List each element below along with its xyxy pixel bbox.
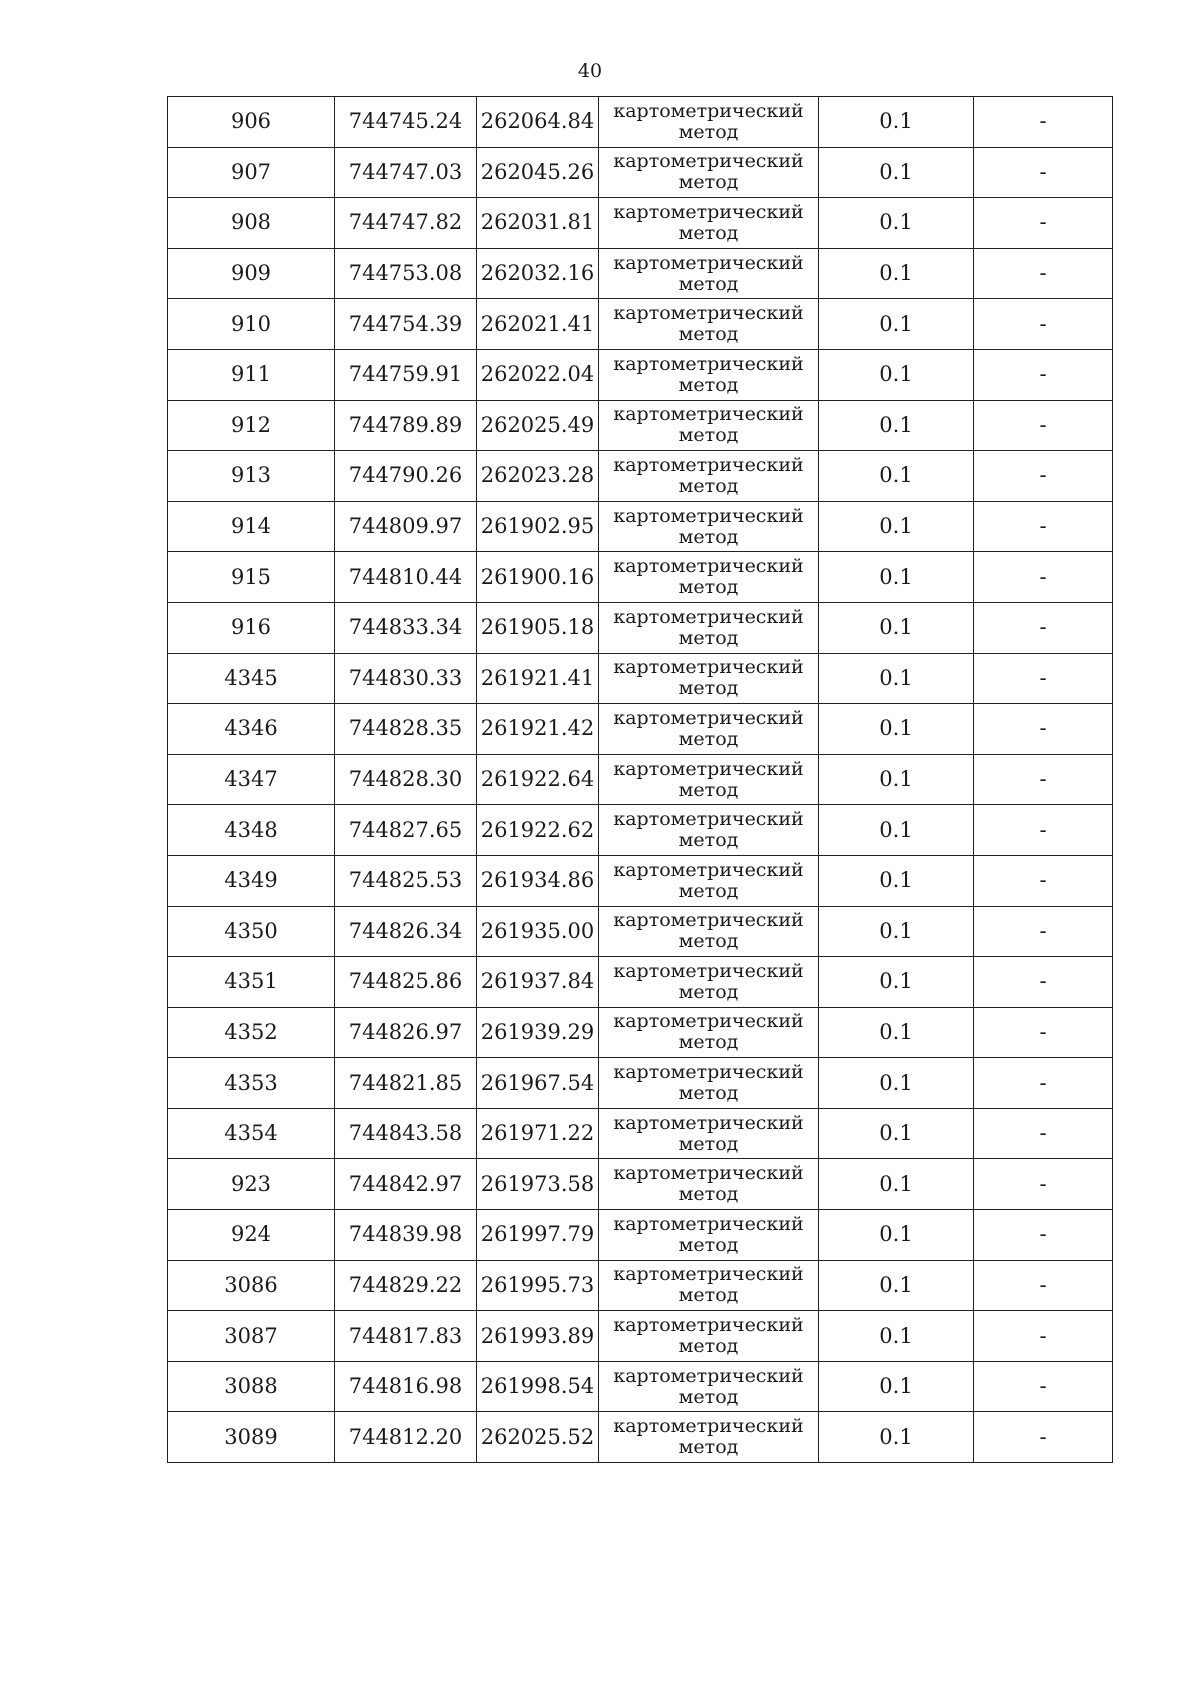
method-cell (599, 1361, 819, 1412)
table-body (168, 97, 1113, 1463)
point-number-cell: 910 (168, 299, 335, 350)
description-cell: - (974, 552, 1113, 603)
accuracy-cell: 0.1 (819, 400, 974, 451)
x-coordinate-cell: 744810.44 (335, 552, 477, 603)
point-number-cell: 4351 (168, 957, 335, 1008)
x-coordinate-cell: 744817.83 (335, 1311, 477, 1362)
x-coordinate-cell: 744842.97 (335, 1159, 477, 1210)
accuracy-cell: 0.1 (819, 1007, 974, 1058)
y-coordinate-cell: 261902.95 (477, 501, 599, 552)
point-number-cell: 3088 (168, 1361, 335, 1412)
point-number-cell: 4348 (168, 805, 335, 856)
y-coordinate-cell: 261937.84 (477, 957, 599, 1008)
table-row (168, 349, 1113, 400)
x-coordinate-cell: 744833.34 (335, 602, 477, 653)
accuracy-cell: 0.1 (819, 1311, 974, 1362)
description-cell: - (974, 704, 1113, 755)
accuracy-cell: 0.1 (819, 855, 974, 906)
method-cell (599, 1058, 819, 1109)
x-coordinate-cell: 744830.33 (335, 653, 477, 704)
method-line-2: метод (678, 424, 739, 447)
method-cell (599, 349, 819, 400)
y-coordinate-cell: 261922.62 (477, 805, 599, 856)
method-line-1: картометрический (613, 403, 804, 426)
accuracy-cell: 0.1 (819, 552, 974, 603)
table-row (168, 451, 1113, 502)
table-row (168, 754, 1113, 805)
method-line-2: метод (678, 879, 739, 902)
description-cell: - (974, 1260, 1113, 1311)
method-line-1: картометрический (613, 200, 804, 223)
point-number-cell: 4352 (168, 1007, 335, 1058)
method-line-1: картометрический (613, 453, 804, 476)
description-cell: - (974, 299, 1113, 350)
method-cell (599, 704, 819, 755)
method-line-1: картометрический (613, 99, 804, 122)
point-number-cell: 908 (168, 198, 335, 249)
method-cell (599, 1108, 819, 1159)
method-line-2: метод (678, 1436, 739, 1459)
accuracy-cell: 0.1 (819, 248, 974, 299)
y-coordinate-cell: 261935.00 (477, 906, 599, 957)
description-cell: - (974, 198, 1113, 249)
x-coordinate-cell: 744827.65 (335, 805, 477, 856)
method-line-2: метод (678, 474, 739, 497)
table-row (168, 704, 1113, 755)
method-cell (599, 1412, 819, 1463)
point-number-cell: 912 (168, 400, 335, 451)
method-line-2: метод (678, 778, 739, 801)
y-coordinate-cell: 261922.64 (477, 754, 599, 805)
method-line-2: метод (678, 1385, 739, 1408)
table-row (168, 1159, 1113, 1210)
y-coordinate-cell: 261973.58 (477, 1159, 599, 1210)
table-row (168, 198, 1113, 249)
method-cell (599, 451, 819, 502)
description-cell: - (974, 957, 1113, 1008)
method-line-2: метод (678, 221, 739, 244)
y-coordinate-cell: 262021.41 (477, 299, 599, 350)
table-row (168, 1108, 1113, 1159)
table-row (168, 1361, 1113, 1412)
table-row (168, 501, 1113, 552)
x-coordinate-cell: 744825.53 (335, 855, 477, 906)
method-cell (599, 1260, 819, 1311)
description-cell: - (974, 1361, 1113, 1412)
table-row (168, 552, 1113, 603)
accuracy-cell: 0.1 (819, 299, 974, 350)
method-cell (599, 602, 819, 653)
method-cell (599, 552, 819, 603)
x-coordinate-cell: 744826.34 (335, 906, 477, 957)
x-coordinate-cell: 744754.39 (335, 299, 477, 350)
point-number-cell: 911 (168, 349, 335, 400)
point-number-cell: 923 (168, 1159, 335, 1210)
method-cell (599, 1311, 819, 1362)
table-row (168, 299, 1113, 350)
method-line-1: картометрический (613, 1212, 804, 1235)
method-line-1: картометрический (613, 555, 804, 578)
method-line-2: метод (678, 1132, 739, 1155)
point-number-cell: 4349 (168, 855, 335, 906)
y-coordinate-cell: 261995.73 (477, 1260, 599, 1311)
accuracy-cell: 0.1 (819, 451, 974, 502)
accuracy-cell: 0.1 (819, 147, 974, 198)
description-cell: - (974, 349, 1113, 400)
method-line-1: картометрический (613, 1415, 804, 1438)
method-cell (599, 855, 819, 906)
accuracy-cell: 0.1 (819, 1108, 974, 1159)
description-cell: - (974, 451, 1113, 502)
y-coordinate-cell: 262025.52 (477, 1412, 599, 1463)
method-line-1: картометрический (613, 858, 804, 881)
description-cell: - (974, 855, 1113, 906)
x-coordinate-cell: 744821.85 (335, 1058, 477, 1109)
x-coordinate-cell: 744828.30 (335, 754, 477, 805)
point-number-cell: 906 (168, 97, 335, 148)
y-coordinate-cell: 261967.54 (477, 1058, 599, 1109)
description-cell: - (974, 1108, 1113, 1159)
method-line-1: картометрический (613, 1010, 804, 1033)
accuracy-cell: 0.1 (819, 704, 974, 755)
table-row (168, 855, 1113, 906)
method-line-1: картометрический (613, 808, 804, 831)
x-coordinate-cell: 744745.24 (335, 97, 477, 148)
method-cell (599, 1210, 819, 1261)
table-row (168, 97, 1113, 148)
method-line-1: картометрический (613, 1111, 804, 1134)
method-cell (599, 1159, 819, 1210)
point-number-cell: 4350 (168, 906, 335, 957)
description-cell: - (974, 653, 1113, 704)
description-cell: - (974, 1412, 1113, 1463)
method-line-1: картометрический (613, 352, 804, 375)
description-cell: - (974, 97, 1113, 148)
method-cell (599, 97, 819, 148)
method-line-2: метод (678, 1183, 739, 1206)
accuracy-cell: 0.1 (819, 1260, 974, 1311)
table-row (168, 1260, 1113, 1311)
point-number-cell: 913 (168, 451, 335, 502)
method-line-2: метод (678, 525, 739, 548)
method-line-2: метод (678, 1233, 739, 1256)
method-line-2: метод (678, 980, 739, 1003)
table-row (168, 805, 1113, 856)
method-cell (599, 400, 819, 451)
point-number-cell: 4346 (168, 704, 335, 755)
x-coordinate-cell: 744825.86 (335, 957, 477, 1008)
method-cell (599, 906, 819, 957)
y-coordinate-cell: 262023.28 (477, 451, 599, 502)
method-line-2: метод (678, 829, 739, 852)
accuracy-cell: 0.1 (819, 1058, 974, 1109)
point-number-cell: 909 (168, 248, 335, 299)
description-cell: - (974, 248, 1113, 299)
method-line-1: картометрический (613, 1314, 804, 1337)
description-cell: - (974, 400, 1113, 451)
method-line-2: метод (678, 1284, 739, 1307)
method-cell (599, 248, 819, 299)
method-cell (599, 147, 819, 198)
method-line-2: метод (678, 120, 739, 143)
table-row (168, 1058, 1113, 1109)
description-cell: - (974, 1210, 1113, 1261)
y-coordinate-cell: 261971.22 (477, 1108, 599, 1159)
point-number-cell: 907 (168, 147, 335, 198)
method-cell (599, 1007, 819, 1058)
description-cell: - (974, 1311, 1113, 1362)
table-row (168, 1210, 1113, 1261)
table-row (168, 957, 1113, 1008)
accuracy-cell: 0.1 (819, 906, 974, 957)
method-line-2: метод (678, 171, 739, 194)
method-line-2: метод (678, 272, 739, 295)
accuracy-cell: 0.1 (819, 602, 974, 653)
method-cell (599, 957, 819, 1008)
method-line-1: картометрический (613, 1061, 804, 1084)
description-cell: - (974, 805, 1113, 856)
method-line-1: картометрический (613, 504, 804, 527)
y-coordinate-cell: 262032.16 (477, 248, 599, 299)
description-cell: - (974, 147, 1113, 198)
method-cell (599, 299, 819, 350)
point-number-cell: 4345 (168, 653, 335, 704)
accuracy-cell: 0.1 (819, 754, 974, 805)
table-row (168, 1412, 1113, 1463)
accuracy-cell: 0.1 (819, 1159, 974, 1210)
accuracy-cell: 0.1 (819, 97, 974, 148)
method-line-2: метод (678, 677, 739, 700)
table-row (168, 400, 1113, 451)
accuracy-cell: 0.1 (819, 653, 974, 704)
y-coordinate-cell: 261900.16 (477, 552, 599, 603)
table-row (168, 147, 1113, 198)
y-coordinate-cell: 262045.26 (477, 147, 599, 198)
accuracy-cell: 0.1 (819, 198, 974, 249)
point-number-cell: 916 (168, 602, 335, 653)
y-coordinate-cell: 262031.81 (477, 198, 599, 249)
point-number-cell: 4354 (168, 1108, 335, 1159)
description-cell: - (974, 1007, 1113, 1058)
x-coordinate-cell: 744790.26 (335, 451, 477, 502)
y-coordinate-cell: 261921.42 (477, 704, 599, 755)
point-number-cell: 924 (168, 1210, 335, 1261)
x-coordinate-cell: 744753.08 (335, 248, 477, 299)
x-coordinate-cell: 744747.03 (335, 147, 477, 198)
table-row (168, 1311, 1113, 1362)
accuracy-cell: 0.1 (819, 349, 974, 400)
point-number-cell: 3086 (168, 1260, 335, 1311)
table-row (168, 906, 1113, 957)
accuracy-cell: 0.1 (819, 1412, 974, 1463)
method-line-2: метод (678, 1031, 739, 1054)
y-coordinate-cell: 261997.79 (477, 1210, 599, 1261)
x-coordinate-cell: 744809.97 (335, 501, 477, 552)
method-line-1: картометрический (613, 1364, 804, 1387)
method-line-1: картометрический (613, 959, 804, 982)
x-coordinate-cell: 744843.58 (335, 1108, 477, 1159)
y-coordinate-cell: 262022.04 (477, 349, 599, 400)
x-coordinate-cell: 744826.97 (335, 1007, 477, 1058)
accuracy-cell: 0.1 (819, 1361, 974, 1412)
x-coordinate-cell: 744828.35 (335, 704, 477, 755)
method-line-1: картометрический (613, 302, 804, 325)
description-cell: - (974, 1159, 1113, 1210)
y-coordinate-cell: 261921.41 (477, 653, 599, 704)
method-line-1: картометрический (613, 706, 804, 729)
method-line-1: картометрический (613, 757, 804, 780)
method-line-2: метод (678, 323, 739, 346)
point-number-cell: 914 (168, 501, 335, 552)
method-line-1: картометрический (613, 1263, 804, 1286)
x-coordinate-cell: 744747.82 (335, 198, 477, 249)
accuracy-cell: 0.1 (819, 957, 974, 1008)
method-line-1: картометрический (613, 251, 804, 274)
description-cell: - (974, 906, 1113, 957)
table-row (168, 653, 1113, 704)
table-row (168, 1007, 1113, 1058)
description-cell: - (974, 754, 1113, 805)
table-row (168, 602, 1113, 653)
method-cell (599, 501, 819, 552)
method-cell (599, 653, 819, 704)
y-coordinate-cell: 261905.18 (477, 602, 599, 653)
point-number-cell: 4353 (168, 1058, 335, 1109)
y-coordinate-cell: 261939.29 (477, 1007, 599, 1058)
x-coordinate-cell: 744829.22 (335, 1260, 477, 1311)
method-line-2: метод (678, 1082, 739, 1105)
description-cell: - (974, 602, 1113, 653)
y-coordinate-cell: 261998.54 (477, 1361, 599, 1412)
method-line-1: картометрический (613, 1162, 804, 1185)
point-number-cell: 4347 (168, 754, 335, 805)
x-coordinate-cell: 744789.89 (335, 400, 477, 451)
method-line-1: картометрический (613, 656, 804, 679)
method-line-2: метод (678, 626, 739, 649)
x-coordinate-cell: 744816.98 (335, 1361, 477, 1412)
accuracy-cell: 0.1 (819, 805, 974, 856)
method-line-2: метод (678, 930, 739, 953)
method-line-2: метод (678, 727, 739, 750)
method-cell (599, 805, 819, 856)
method-line-2: метод (678, 1335, 739, 1358)
x-coordinate-cell: 744812.20 (335, 1412, 477, 1463)
y-coordinate-cell: 262064.84 (477, 97, 599, 148)
method-cell (599, 198, 819, 249)
table-row (168, 248, 1113, 299)
page-number: 40 (577, 60, 603, 82)
method-line-2: метод (678, 576, 739, 599)
y-coordinate-cell: 261993.89 (477, 1311, 599, 1362)
point-number-cell: 3087 (168, 1311, 335, 1362)
x-coordinate-cell: 744759.91 (335, 349, 477, 400)
method-line-2: метод (678, 373, 739, 396)
method-line-1: картометрический (613, 150, 804, 173)
y-coordinate-cell: 261934.86 (477, 855, 599, 906)
x-coordinate-cell: 744839.98 (335, 1210, 477, 1261)
method-line-1: картометрический (613, 605, 804, 628)
method-cell (599, 754, 819, 805)
y-coordinate-cell: 262025.49 (477, 400, 599, 451)
accuracy-cell: 0.1 (819, 501, 974, 552)
description-cell: - (974, 1058, 1113, 1109)
coordinates-table (167, 96, 1113, 1463)
point-number-cell: 3089 (168, 1412, 335, 1463)
description-cell: - (974, 501, 1113, 552)
accuracy-cell: 0.1 (819, 1210, 974, 1261)
method-line-1: картометрический (613, 909, 804, 932)
point-number-cell: 915 (168, 552, 335, 603)
